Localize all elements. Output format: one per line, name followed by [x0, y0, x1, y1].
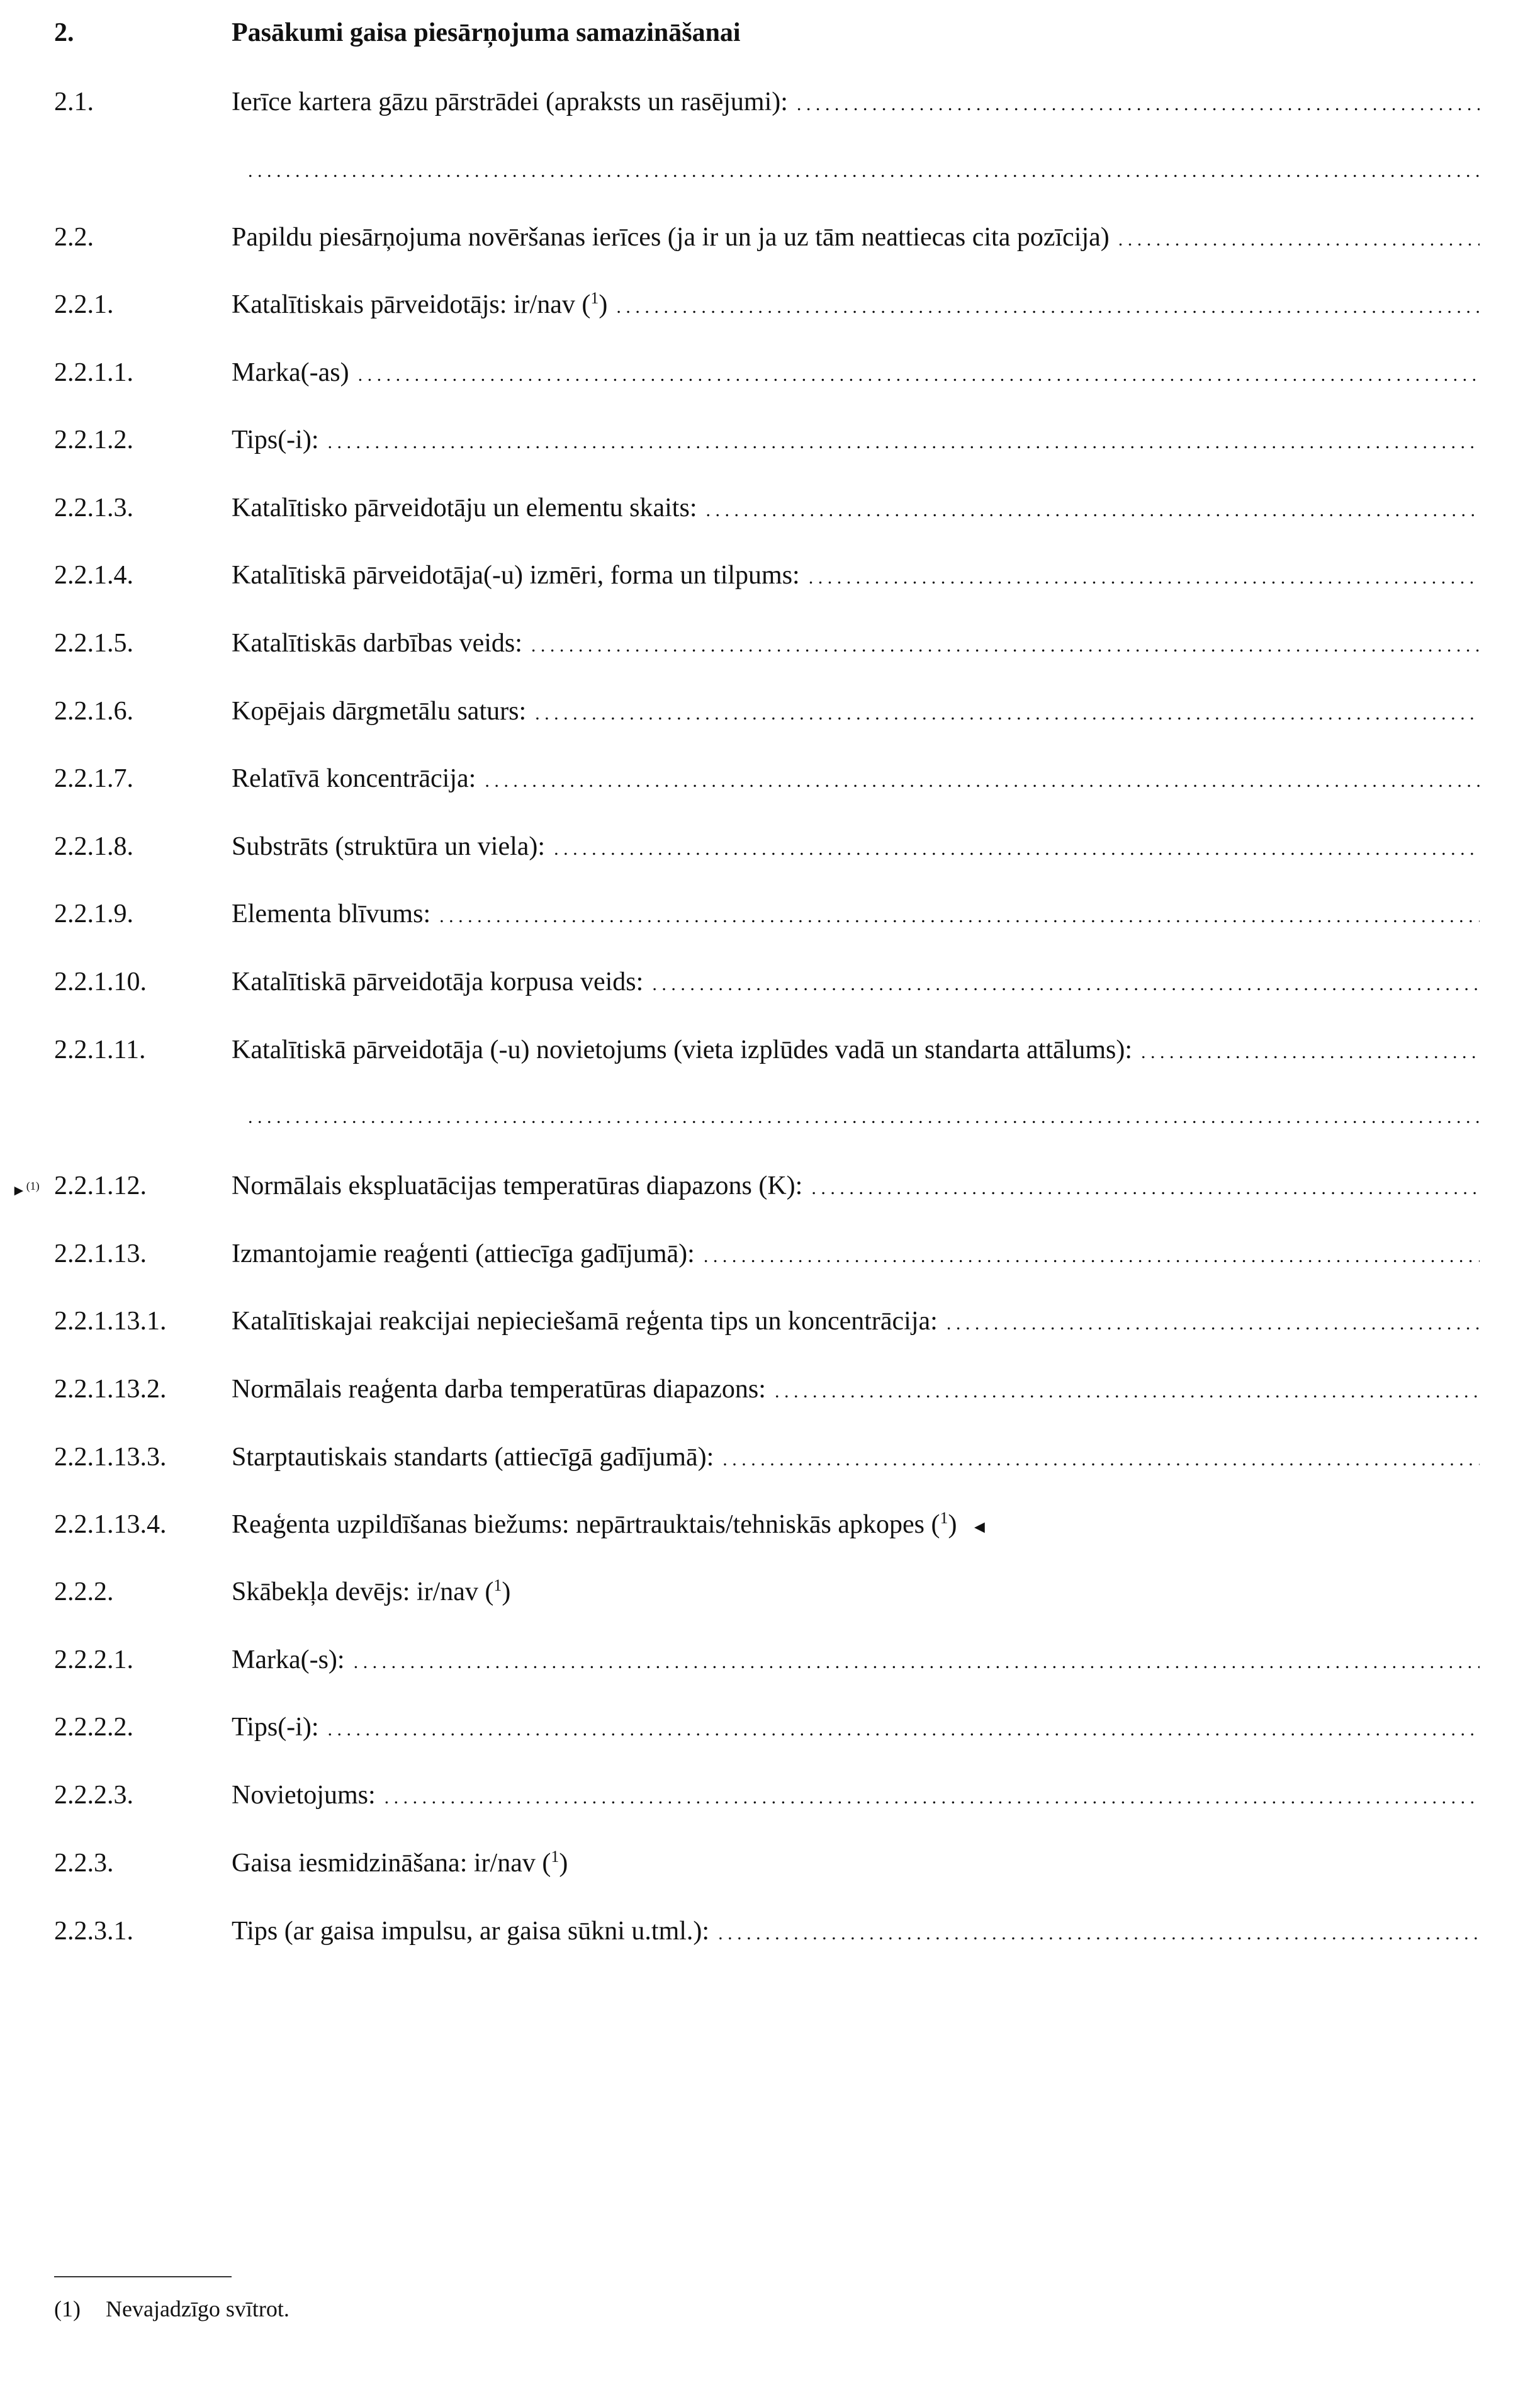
dotted-fill-line — [439, 896, 1480, 937]
form-item — [0, 758, 1540, 799]
form-item — [0, 691, 1540, 731]
footnote-text: Nevajadzīgo svītrot. — [106, 2296, 289, 2321]
item-label: Relatīvā koncentrācija: — [232, 764, 476, 793]
item-number: 2.2.1.10. — [54, 967, 147, 996]
dotted-fill-line — [811, 1168, 1480, 1209]
item-body — [239, 151, 1480, 191]
item-label: Normālais reaģenta darba temperatūras diapazons: — [232, 1375, 766, 1404]
item-number: 2.2.1.13.4. — [54, 1510, 167, 1539]
dotted-fill-line — [354, 1642, 1480, 1683]
item-number: 2.2.3. — [54, 1849, 114, 1878]
item-label: Ierīce kartera gāzu pārstrādei (apraksts un rasējumi): — [232, 87, 788, 116]
dotted-fill-line — [616, 287, 1480, 327]
item-body — [232, 1775, 1480, 1818]
item-number: 2.2.1.5. — [54, 629, 133, 658]
form-item — [0, 1911, 1540, 1951]
item-label: Reaģenta uzpildīšanas biežums: nepārtrauktais/tehniskās apkopes — [232, 1510, 925, 1539]
item-number: 2.2.1.9. — [54, 899, 133, 928]
item-label: Tips(-i): — [232, 1713, 319, 1742]
item-body — [232, 894, 1480, 937]
item-number: 2.2.1.6. — [54, 697, 133, 726]
footnote-divider — [54, 2276, 232, 2277]
item-number: 2.2.3.1. — [54, 1917, 133, 1946]
item-label: Katalītiskajai reakcijai nepieciešamā reģenta tips un koncentrācija: — [232, 1307, 938, 1336]
form-item — [0, 962, 1540, 1002]
form-item-continuation — [0, 151, 1540, 191]
footnote-reference-number: 1 — [940, 1509, 948, 1527]
amendment-start-marker — [11, 1166, 40, 1211]
item-label: Katalītiskā pārveidotāja (-u) novietojums (vieta izplūdes vadā un standarta attālums): — [232, 1035, 1133, 1064]
item-label: Marka(-as) — [232, 358, 349, 387]
item-label: Marka(-s): — [232, 1645, 345, 1674]
item-body — [232, 1640, 1480, 1683]
form-item — [0, 1775, 1540, 1815]
item-label: Katalītiskā pārveidotāja(-u) izmēri, forma un tilpums: — [232, 561, 800, 590]
item-body — [232, 1707, 1480, 1750]
form-item — [0, 1572, 1540, 1612]
form-item — [0, 217, 1540, 257]
item-label: Novietojums: — [232, 1781, 376, 1810]
item-body — [232, 1843, 1480, 1883]
item-body — [239, 1097, 1480, 1137]
item-body — [232, 826, 1480, 869]
form-item — [0, 623, 1540, 663]
dotted-fill-line — [775, 1372, 1480, 1412]
form-item — [0, 352, 1540, 393]
item-label: Substrāts (struktūra un viela): — [232, 832, 546, 861]
item-label: Elementa blīvums: — [232, 899, 431, 928]
dotted-fill-line — [1118, 220, 1480, 260]
dotted-fill-line — [485, 761, 1480, 801]
item-body — [232, 488, 1480, 531]
item-label: Tips (ar gaisa impulsu, ar gaisa sūkni u.tml.): — [232, 1917, 710, 1946]
item-body — [232, 420, 1480, 463]
item-body — [232, 217, 1480, 260]
form-item — [0, 1369, 1540, 1409]
dotted-fill-line — [718, 1914, 1480, 1954]
item-label: Starptautiskais standarts (attiecīgā gadījumā): — [232, 1443, 714, 1472]
form-item — [0, 285, 1540, 325]
dotted-fill-line — [554, 829, 1480, 869]
footnote-reference: ($^1$) — [478, 1576, 511, 1606]
dotted-fill-line — [328, 1710, 1480, 1750]
item-number: 2.2.2.2. — [54, 1713, 133, 1742]
item-body — [232, 1166, 1480, 1209]
form-item — [0, 1843, 1540, 1883]
item-number: 2.2.1.13.1. — [54, 1307, 167, 1336]
item-number: 2. — [54, 18, 74, 47]
item-number: 2.2.1.13. — [54, 1239, 147, 1268]
item-body — [232, 1437, 1480, 1480]
item-number: 2.2.2.3. — [54, 1781, 133, 1810]
item-label: Papildu piesārņojuma novēršanas ierīces (ja ir un ja uz tām neattiecas cita pozīcija) — [232, 223, 1110, 252]
footnote-reference: ($^1$) — [575, 289, 608, 319]
item-body — [232, 1504, 1480, 1548]
amendment-end-arrow-icon: ◄ — [970, 1518, 989, 1537]
form-item — [0, 555, 1540, 595]
form-item-continuation — [0, 1097, 1540, 1137]
item-label: Izmantojamie reaģenti (attiecīga gadījumā): — [232, 1239, 695, 1268]
dotted-fill-line — [248, 1097, 1480, 1137]
amendment-reference: (1) — [26, 1180, 40, 1192]
item-number: 2.2.1.3. — [54, 493, 133, 522]
item-number: 2.2.1.12. — [54, 1171, 147, 1200]
item-number: 2.2.1.11. — [54, 1035, 146, 1064]
item-body — [232, 285, 1480, 327]
item-number: 2.2.1. — [54, 290, 114, 319]
item-number: 2.2.1.8. — [54, 832, 133, 861]
form-item — [0, 82, 1540, 122]
item-label: Katalītiskā pārveidotāja korpusa veids: — [232, 967, 644, 996]
dotted-fill-line — [704, 1236, 1480, 1277]
dotted-fill-line — [358, 355, 1480, 395]
dotted-fill-line — [797, 84, 1480, 125]
item-body — [232, 82, 1480, 125]
footnote-number: (1) — [54, 2296, 81, 2321]
form-item — [0, 1707, 1540, 1747]
item-body — [232, 555, 1480, 598]
item-label: Normālais ekspluatācijas temperatūras diapazons (K): — [232, 1171, 803, 1200]
form-item — [0, 1640, 1540, 1680]
item-number: 2.2.2. — [54, 1577, 114, 1606]
amendment-start-arrow-icon: ► — [11, 1183, 26, 1199]
dotted-fill-line — [722, 1440, 1480, 1480]
item-label: Katalītisko pārveidotāju un elementu skaits: — [232, 493, 697, 522]
footnote — [54, 2291, 289, 2326]
form-item — [0, 488, 1540, 528]
footnote-reference-number: 1 — [551, 1847, 559, 1866]
item-label: Katalītiskās darbības veids: — [232, 629, 522, 658]
item-number: 2.2.2.1. — [54, 1645, 133, 1674]
dotted-fill-line — [328, 422, 1480, 463]
item-label: Kopējais dārgmetālu saturs: — [232, 697, 527, 726]
footnote-reference: ($^1$) — [535, 1847, 568, 1878]
item-number: 2.2.1.13.2. — [54, 1375, 167, 1404]
item-label: Gaisa iesmidzināšana: ir/nav — [232, 1849, 536, 1878]
form-item — [0, 420, 1540, 460]
dotted-fill-line — [248, 151, 1480, 191]
dotted-fill-line — [652, 964, 1480, 1005]
form-item — [0, 1504, 1540, 1545]
form-item — [0, 1234, 1540, 1274]
item-body — [232, 623, 1480, 666]
form-item — [0, 826, 1540, 867]
item-body — [232, 352, 1480, 395]
item-body — [232, 691, 1480, 734]
dotted-fill-line — [1141, 1032, 1480, 1073]
item-body — [232, 1572, 1480, 1612]
item-body — [232, 1030, 1480, 1073]
dotted-fill-line — [947, 1304, 1480, 1344]
section-title: Pasākumi gaisa piesārņojuma samazināšanai — [232, 18, 741, 47]
form-item — [0, 1166, 1540, 1206]
item-body — [232, 758, 1480, 801]
item-body — [232, 13, 1480, 53]
item-body — [232, 1301, 1480, 1344]
item-number: 2.2.1.4. — [54, 561, 133, 590]
section-heading — [0, 13, 1540, 53]
item-label: Katalītiskais pārveidotājs: ir/nav — [232, 290, 575, 319]
item-label: Skābekļa devējs: ir/nav — [232, 1577, 478, 1606]
dotted-fill-line — [535, 694, 1480, 734]
item-body — [232, 1234, 1480, 1277]
item-number: 2.1. — [54, 87, 94, 116]
dotted-fill-line — [809, 558, 1480, 598]
form-item — [0, 1301, 1540, 1341]
item-number: 2.2.1.1. — [54, 358, 133, 387]
item-label: Tips(-i): — [232, 426, 319, 454]
item-number: 2.2.1.2. — [54, 426, 133, 454]
item-number: 2.2.1.7. — [54, 764, 133, 793]
dotted-fill-line — [531, 626, 1480, 666]
form-item — [0, 1030, 1540, 1070]
footnote-reference-number: 1 — [493, 1576, 502, 1594]
form-item — [0, 1437, 1540, 1477]
item-number: 2.2. — [54, 223, 94, 252]
dotted-fill-line — [385, 1778, 1480, 1818]
footnote-reference-number: 1 — [590, 289, 599, 307]
item-body — [232, 1369, 1480, 1412]
dotted-fill-line — [706, 490, 1480, 531]
form-item — [0, 894, 1540, 934]
item-body — [232, 962, 1480, 1005]
footnote-reference: ($^1$) — [925, 1509, 957, 1539]
item-number: 2.2.1.13.3. — [54, 1443, 167, 1472]
item-body — [232, 1911, 1480, 1954]
